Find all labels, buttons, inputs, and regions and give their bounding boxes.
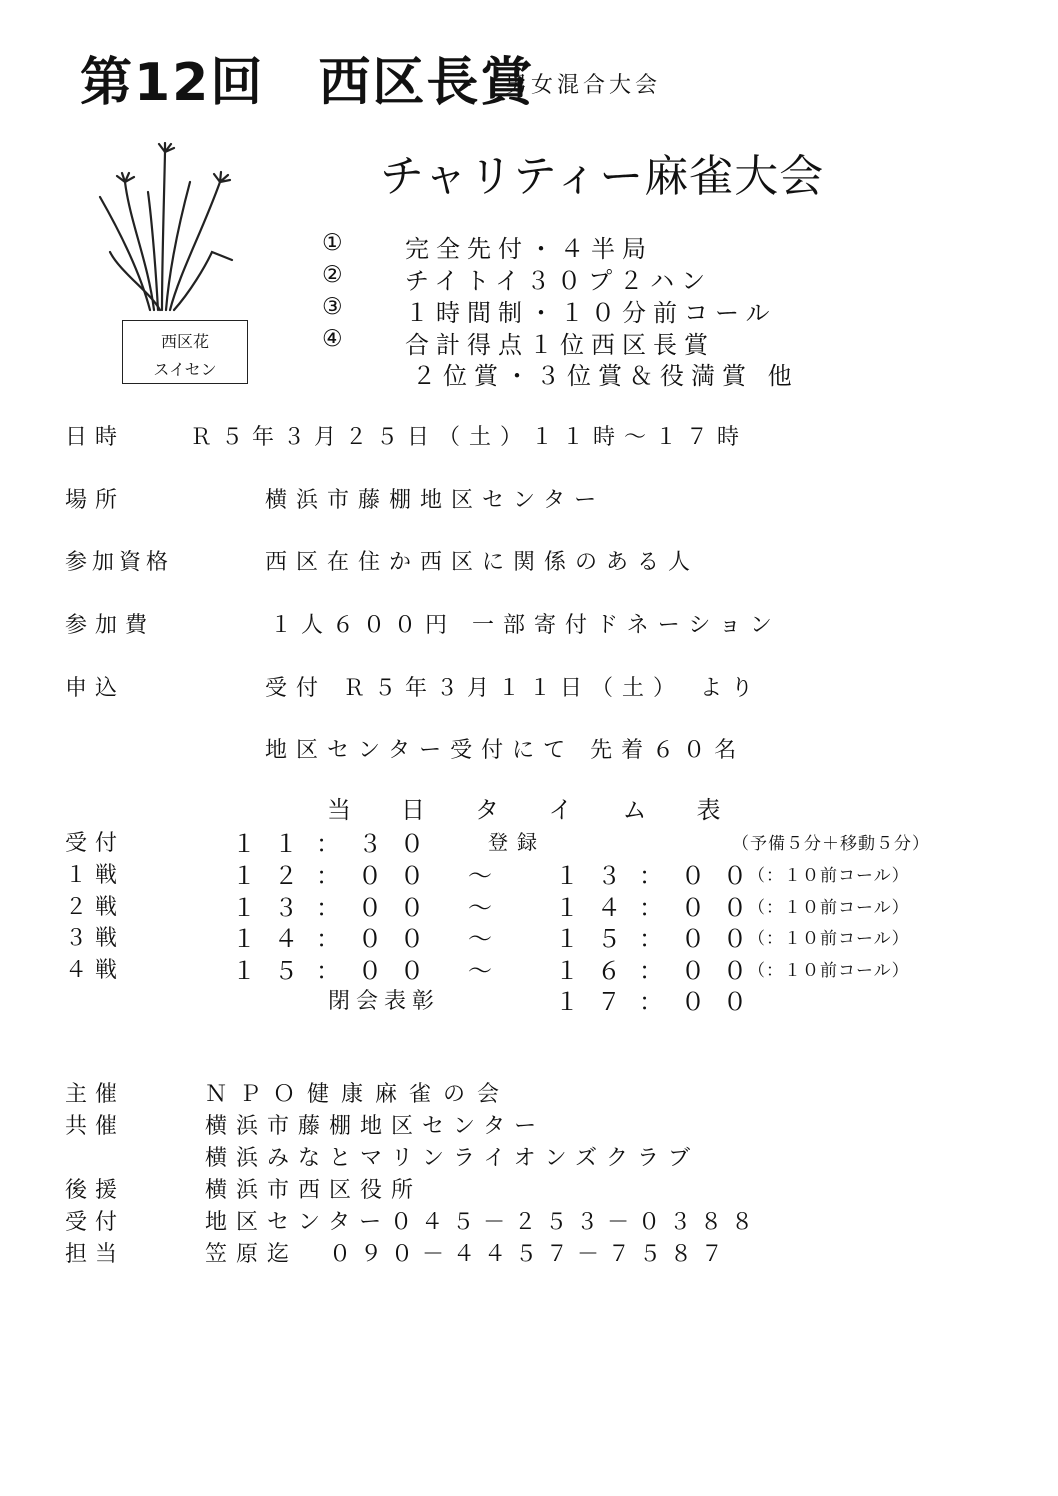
contact-label: 担当: [65, 1242, 126, 1267]
page-title: 第12回 西区長賞: [80, 53, 535, 113]
host-label: 主催: [65, 1082, 126, 1107]
timetable-round-end: １４：００: [555, 894, 765, 922]
timetable-round-note: （：１０前コール）: [748, 898, 910, 918]
timetable-reception-time: １１：３０: [232, 830, 442, 858]
timetable-round-note: （：１０前コール）: [748, 866, 910, 886]
timetable-round-note: （：１０前コール）: [748, 929, 910, 949]
timetable-closing-label: 閉会表彰: [328, 989, 441, 1014]
place-value: 横浜市藤棚地区センター: [265, 488, 606, 513]
timetable-reception-text: 登録: [488, 830, 546, 854]
rule-number: ②: [322, 262, 343, 288]
timetable-reception-label: 受付: [65, 831, 126, 856]
fee-label: 参加費: [65, 613, 156, 638]
timetable-title: 当日タイム表: [327, 796, 771, 824]
eligibility-label: 参加資格: [65, 550, 174, 575]
cohost-value-2: 横浜みなとマリンライオンズクラブ: [205, 1146, 700, 1171]
flower-label-box: [122, 320, 248, 384]
host-value: ＮＰＯ健康麻雀の会: [205, 1082, 512, 1107]
reception-label: 受付: [65, 1210, 126, 1235]
fee-value: １人６００円 一部寄付ドネーション: [270, 613, 781, 638]
apply-value: 受付 Ｒ５年３月１１日（土） より: [265, 676, 762, 701]
eligibility-value: 西区在住か西区に関係のある人: [265, 550, 700, 575]
place-label: 場所: [65, 488, 126, 513]
rule-text: １時間制・１０分前コール: [405, 299, 777, 327]
contact-phone: 笠原迄 ０９０－４４５７－７５８７: [205, 1242, 733, 1267]
timetable-round-label: １戦: [65, 863, 126, 888]
timetable-round-note: （：１０前コール）: [748, 961, 910, 981]
timetable-round-end: １６：００: [555, 957, 765, 985]
reception-phone: 地区センター０４５－２５３－０３８８: [205, 1210, 763, 1235]
timetable-round-label: ３戦: [65, 926, 126, 951]
cohost-label: 共催: [65, 1114, 126, 1139]
rule-text: 合計得点１位西区長賞: [405, 331, 715, 359]
timetable-round-start: １２：００: [232, 862, 442, 890]
rule-text: 完全先付・４半局: [405, 235, 653, 263]
narcissus-illustration: [90, 142, 250, 317]
datetime-value: Ｒ５年３月２５日（土）１１時～１７時: [190, 425, 749, 450]
timetable-reception-note: （予備５分＋移動５分）: [732, 834, 930, 854]
timetable-round-tilde: ～: [468, 957, 492, 985]
timetable-round-end: １５：００: [555, 925, 765, 953]
timetable-round-start: １４：００: [232, 925, 442, 953]
cohost-value-1: 横浜市藤棚地区センター: [205, 1114, 546, 1139]
event-headline: チャリティー麻雀大会: [380, 151, 825, 202]
timetable-closing-time: １７：００: [555, 988, 765, 1016]
timetable-round-tilde: ～: [468, 862, 492, 890]
rule-text: チイトイ３０プ２ハン: [405, 267, 713, 295]
rule-text: ２位賞・３位賞＆役満賞 他: [412, 362, 799, 390]
timetable-round-start: １５：００: [232, 957, 442, 985]
apply-value-2: 地区センター受付にて 先着６０名: [265, 738, 746, 763]
apply-label: 申込: [65, 676, 126, 701]
flower-label-line2: スイセン: [153, 360, 217, 379]
rule-number: ①: [322, 230, 343, 256]
timetable-round-start: １３：００: [232, 894, 442, 922]
timetable-round-tilde: ～: [468, 894, 492, 922]
support-label: 後援: [65, 1178, 126, 1203]
timetable-round-end: １３：００: [555, 862, 765, 890]
support-value: 横浜市西区役所: [205, 1178, 423, 1203]
flower-label-line1: 西区花: [160, 332, 209, 351]
timetable-round-label: ４戦: [65, 958, 126, 983]
rule-number: ④: [322, 326, 343, 352]
datetime-label: 日時: [65, 425, 126, 450]
timetable-round-tilde: ～: [468, 925, 492, 953]
timetable-round-label: ２戦: [65, 895, 126, 920]
rule-number: ③: [322, 294, 343, 320]
page-subtitle: 男女混合大会: [505, 73, 662, 98]
